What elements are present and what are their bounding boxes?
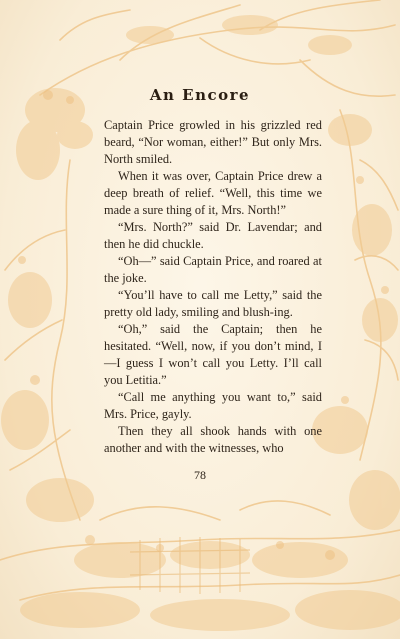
paragraph: “You’ll have to call me Letty,” said the pretty old lady, smiling and blush-ing. xyxy=(104,288,322,319)
paragraph: When it was over, Captain Price drew a deep breath of relief. “Well, this time we made a sure thing of it, Mrs. North!” xyxy=(104,169,322,217)
paragraph: “Oh,” said the Captain; then he hesitated. “Well, now, if you don’t mind, I—I guess I won’t call you Letty. I’ll call you Letitia.” xyxy=(104,322,322,387)
paragraph: “Call me anything you want to,” said Mrs. Price, gayly. xyxy=(104,390,322,421)
page-number: 78 xyxy=(194,468,206,482)
running-header: An Encore xyxy=(149,86,251,104)
paragraph: Then they all shook hands with one another and with the witnesses, who xyxy=(104,424,322,455)
paragraph: Captain Price growled in his grizzled red beard, “Nor woman, either!” But only Mrs. North smiled. xyxy=(104,118,322,166)
body-text xyxy=(104,117,322,457)
paragraph: “Mrs. North?” said Dr. Lavendar; and then he did chuckle. xyxy=(104,220,322,251)
paragraph: “Oh—” said Captain Price, and roared at the joke. xyxy=(104,254,322,285)
